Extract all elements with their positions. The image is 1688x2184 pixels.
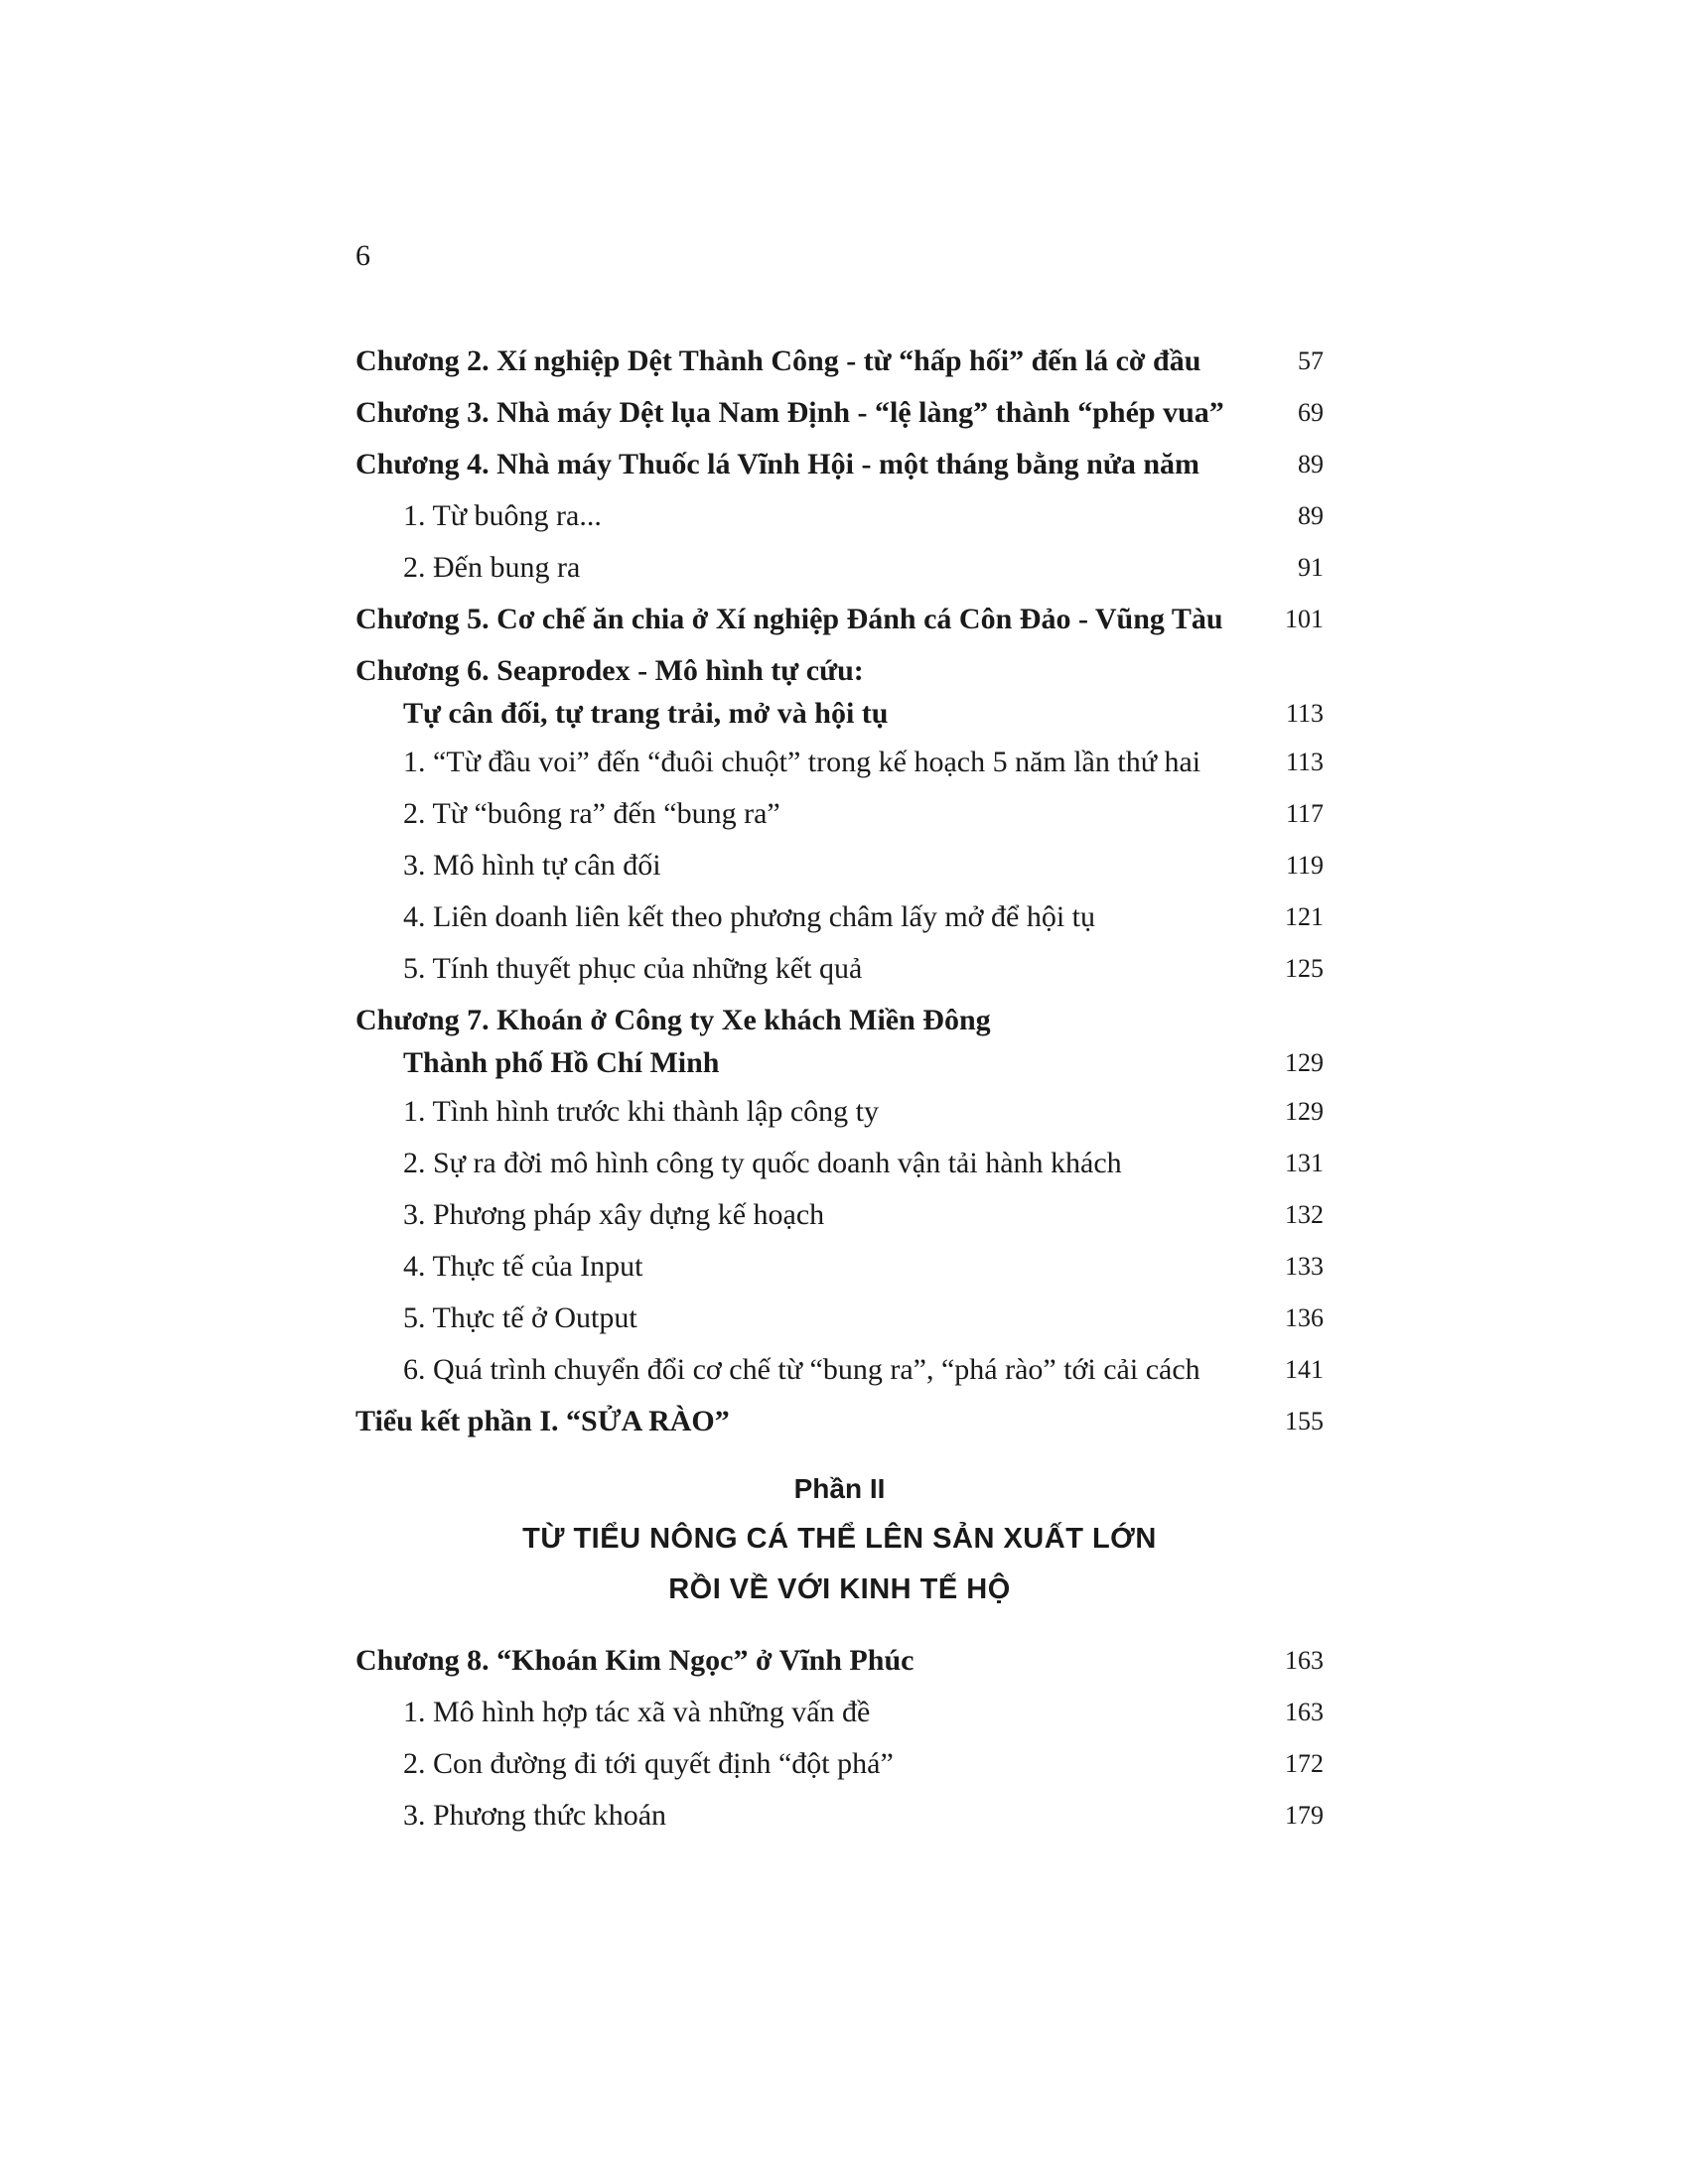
toc-subsection-entry [355, 1293, 1324, 1344]
toc-entry-page: 89 [1298, 450, 1324, 478]
toc-subsection-entry [355, 737, 1324, 788]
toc-entry-title: 1. Tình hình trước khi thành lập công ty [403, 1095, 880, 1128]
toc-entry-page: 89 [1298, 501, 1324, 530]
toc-entry-title: 3. Phương pháp xây dựng kế hoạch [403, 1198, 825, 1231]
toc-entry-title: 1. “Từ đầu voi” đến “đuôi chuột” trong kế hoạch 5 năm lần thứ hai [403, 746, 1201, 778]
toc-entry-page: 101 [1285, 605, 1324, 633]
toc-entry-page: 125 [1285, 954, 1324, 983]
toc-entry-title: Tự cân đối, tự trang trải, mở và hội tụ [403, 697, 889, 730]
toc-subsection-entry [355, 1344, 1324, 1396]
part-title-line-2: RỒI VỀ VỚI KINH TẾ HỘ [668, 1573, 1011, 1605]
toc-entry-title: 3. Mô hình tự cân đối [403, 849, 661, 882]
toc-entry-title: Chương 8. “Khoán Kim Ngọc” ở Vĩnh Phúc [355, 1644, 914, 1677]
toc-entry-page: 141 [1285, 1355, 1324, 1384]
toc-entry-title: 2. Sự ra đời mô hình công ty quốc doanh vận tải hành khách [403, 1147, 1122, 1179]
toc-entry-page: 91 [1298, 553, 1324, 582]
toc-entry-title: 5. Tính thuyết phục của những kết quả [403, 952, 863, 985]
toc-entry-title: 4. Liên doanh liên kết theo phương châm lấy mở để hội tụ [403, 900, 1096, 933]
toc-entry-title: 5. Thực tế ở Output [403, 1301, 637, 1334]
toc-part-1 [355, 336, 1324, 1447]
page-number: 6 [355, 239, 370, 272]
toc-entry-title: 2. Từ “buông ra” đến “bung ra” [403, 797, 780, 830]
toc-entry-title: Chương 5. Cơ chế ăn chia ở Xí nghiệp Đánh cá Côn Đảo - Vũng Tàu [355, 603, 1223, 635]
toc-chapter-entry [355, 1635, 1324, 1687]
toc-entry-page: 163 [1285, 1646, 1324, 1675]
toc-entry-title: 4. Thực tế của Input [403, 1250, 643, 1283]
toc-entry-title: 6. Quá trình chuyển đổi cơ chế từ “bung ra”, “phá rào” tới cải cách [403, 1353, 1200, 1386]
toc-entry-title: 3. Phương thức khoán [403, 1799, 667, 1832]
toc-entry-page: 179 [1285, 1801, 1324, 1830]
toc-entry-title: Chương 4. Nhà máy Thuốc lá Vĩnh Hội - một tháng bằng nửa năm [355, 448, 1200, 480]
toc-entry-page: 136 [1285, 1303, 1324, 1332]
toc-entry-page: 131 [1285, 1149, 1324, 1177]
toc-subsection-entry [355, 943, 1324, 995]
toc-subsection-entry [355, 1687, 1324, 1738]
toc-entry-title: 1. Từ buông ra... [403, 499, 602, 532]
toc-entry-page: 155 [1285, 1407, 1324, 1435]
toc-entry-page: 57 [1298, 346, 1324, 375]
toc-chapter-entry [355, 336, 1324, 387]
toc-entry-page: 132 [1285, 1200, 1324, 1229]
toc-entry-page: 113 [1285, 748, 1324, 776]
toc-entry-title: Chương 3. Nhà máy Dệt lụa Nam Định - “lệ làng” thành “phép vua” [355, 396, 1224, 429]
toc-subsection-entry [355, 1241, 1324, 1293]
toc-entry-page: 117 [1285, 799, 1324, 828]
toc-entry-page: 133 [1285, 1252, 1324, 1281]
toc-subsection-entry [355, 490, 1324, 542]
part-title-line-1: TỪ TIỂU NÔNG CÁ THỂ LÊN SẢN XUẤT LỚN [522, 1523, 1157, 1555]
toc-entry-title: Thành phố Hồ Chí Minh [403, 1046, 720, 1079]
toc-chapter-entry [355, 1396, 1324, 1447]
toc-entry-title: 2. Con đường đi tới quyết định “đột phá” [403, 1747, 894, 1780]
part-heading [355, 1464, 1324, 1615]
toc-chapter-entry [355, 387, 1324, 439]
toc-entry-page: 119 [1285, 851, 1324, 880]
toc-entry-page: 163 [1285, 1698, 1324, 1726]
toc-subsection-entry [355, 1790, 1324, 1842]
toc-entry-page: 113 [1285, 699, 1324, 728]
toc-chapter-continuation [355, 1040, 1324, 1086]
toc-chapter-entry [355, 645, 1324, 691]
toc-entry-page: 69 [1298, 398, 1324, 427]
toc-entry-title: Tiểu kết phần I. “SỬA RÀO” [355, 1405, 730, 1437]
toc-entry-title: Chương 7. Khoán ở Công ty Xe khách Miền Đông [355, 1004, 991, 1036]
toc-subsection-entry [355, 1189, 1324, 1241]
toc-subsection-entry [355, 1138, 1324, 1189]
toc-entry-page: 121 [1285, 902, 1324, 931]
toc-entry-title: 2. Đến bung ra [403, 551, 581, 584]
toc-chapter-entry [355, 594, 1324, 645]
toc-subsection-entry [355, 840, 1324, 891]
toc-entry-title: Chương 6. Seaprodex - Mô hình tự cứu: [355, 654, 864, 687]
toc-subsection-entry [355, 542, 1324, 594]
toc-entry-page: 129 [1285, 1048, 1324, 1077]
toc-entry-page: 172 [1285, 1749, 1324, 1778]
toc-part-2 [355, 1635, 1324, 1842]
toc-chapter-entry [355, 995, 1324, 1040]
toc-subsection-entry [355, 1738, 1324, 1790]
toc-chapter-entry [355, 439, 1324, 490]
toc-subsection-entry [355, 788, 1324, 840]
toc-chapter-continuation [355, 691, 1324, 737]
toc-subsection-entry [355, 891, 1324, 943]
toc-subsection-entry [355, 1086, 1324, 1138]
part-label: Phần II [793, 1473, 886, 1504]
toc-entry-title: Chương 2. Xí nghiệp Dệt Thành Công - từ “hấp hối” đến lá cờ đầu [355, 344, 1201, 377]
toc-entry-page: 129 [1285, 1097, 1324, 1126]
toc-entry-title: 1. Mô hình hợp tác xã và những vấn đề [403, 1696, 871, 1728]
